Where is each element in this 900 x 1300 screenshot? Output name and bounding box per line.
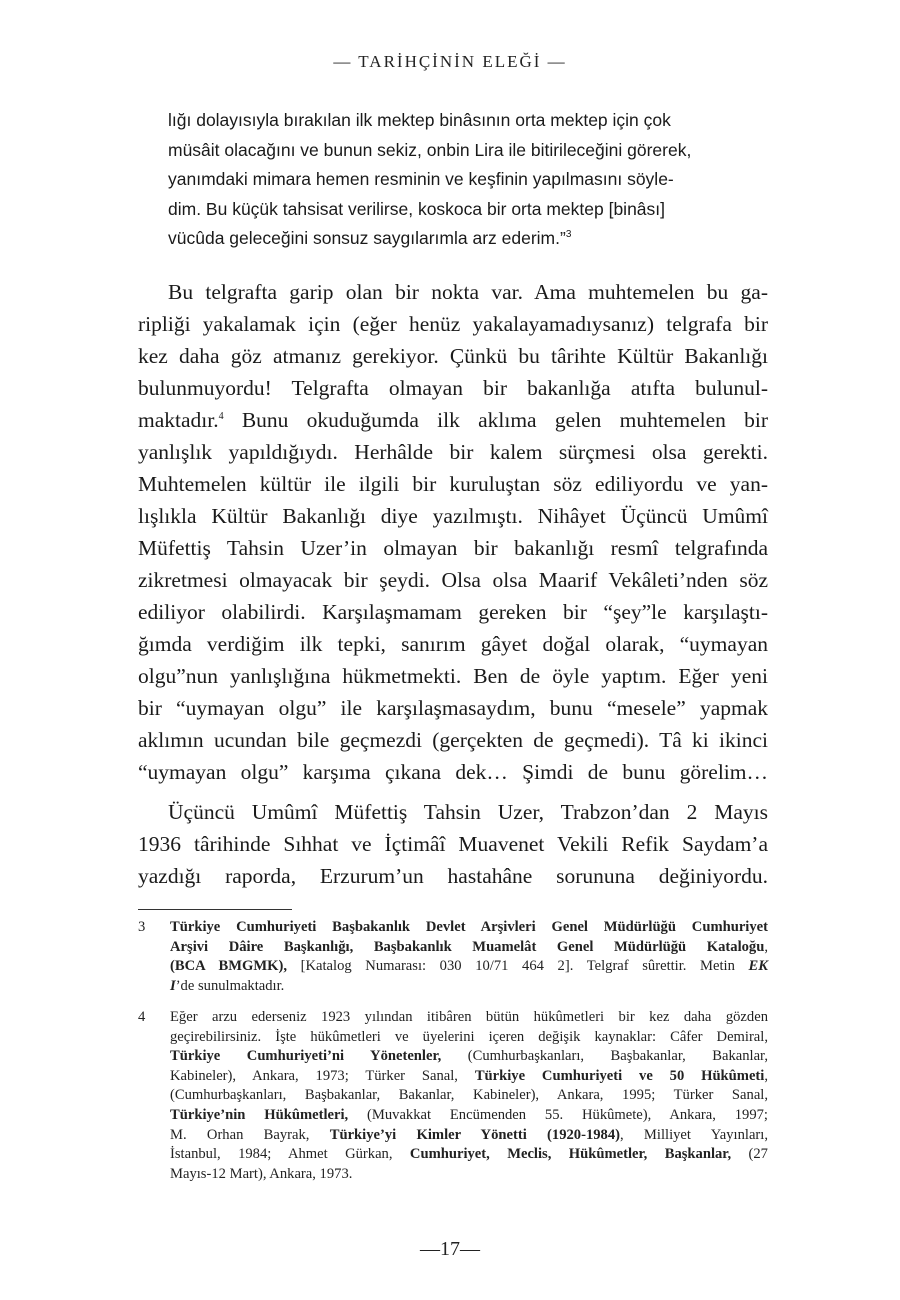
footnote-text-span: , Milliyet Yayınları, — [620, 1126, 768, 1143]
footnote-line: (Cumhurbaşkanları, Başbakanlar, Bakanlar, Kabineler), Ankara, 1995; Türker Sanal, — [170, 1087, 768, 1104]
body-line: Üçüncü Umûmî Müfettiş Tahsin Uzer, Trabzon’dan 2 Mayıs — [168, 800, 768, 824]
footnote-line — [170, 938, 768, 958]
page-number: —17— — [420, 1238, 480, 1260]
quote-line: müsâit olacağını ve bunun sekiz, onbin Lira ile bitirileceğini görerek, — [168, 139, 692, 160]
footnote-text-span: (Cumhurbaşkanları, Başbakanlar, Bakanlar, — [441, 1048, 768, 1065]
footnote-text-span: İstanbul, 1984; Ahmet Gürkan, — [170, 1146, 410, 1163]
footnote-bold: Türkiye Cumhuriyeti Başbakanlık Devlet Arşivleri Genel Müdürlüğü Cumhuriyet — [170, 919, 768, 935]
body-line: olgu”nun yanlışlığına hükmetmekti. Ben de öyle yaptım. Eğer yeni — [138, 664, 768, 688]
body-line: 1936 târihinde Sıhhat ve İçtimâî Muavenet Vekili Refik Saydam’a — [138, 832, 768, 856]
body-line: kez daha göz atmanız gerekiyor. Çünkü bu târihte Kültür Bakanlığı — [138, 344, 768, 368]
body-line: Muhtemelen kültür ile ilgili bir kuruluştan söz ediliyordu ve yan- — [138, 472, 768, 496]
footnote-line — [170, 1106, 768, 1126]
body-line: lışlıkla Kültür Bakanlığı diye yazılmıştı. Nihâyet Üçüncü Umûmî — [138, 504, 768, 528]
footnote-text-span: , — [764, 938, 768, 955]
footnote-text-span: [Katalog Numarası: 030 10/71 464 2]. Telgraf sûrettir. Metin — [286, 958, 749, 975]
footnote-text-span: (27 — [731, 1146, 768, 1163]
footnote-text-span: ’de sunulmaktadır. — [175, 977, 285, 994]
body-line: bulunmuyordu! Telgrafta olmayan bir bakanlığa atıfta bulunul- — [138, 376, 768, 400]
footnote-text-span: M. Orhan Bayrak, — [170, 1126, 330, 1143]
footnote-bold-italic: I — [170, 977, 176, 994]
body-line-with-ref — [138, 404, 768, 436]
footnote-bold: (BCA BMGMK), — [170, 958, 287, 975]
footnote-3 — [138, 918, 768, 996]
footnote-text-span: Kabineler), Ankara, 1973; Türker Sanal, — [170, 1067, 475, 1084]
footnote-line: Eğer arzu ederseniz 1923 yılından itibâren bütün hükûmetleri bir kez daha gözden — [170, 1009, 768, 1025]
quote-line: yanımdaki mimara hemen resminin ve keşfinin yapılmasını söyle- — [168, 169, 674, 189]
footnote-line — [170, 1047, 768, 1067]
footnote-number: 4 — [138, 1009, 146, 1025]
footnote-line — [170, 918, 768, 938]
body-line: zikretmesi olmayacak bir şeydi. Olsa olsa Maarif Vekâleti’nden söz — [138, 568, 768, 592]
body-line: bir “uymayan olgu” ile karşılaşmasaydım, bunu “mesele” yapmak — [138, 696, 768, 720]
paragraph-gap — [138, 788, 768, 796]
body-line: yazdığı raporda, Erzurum’un hastahâne sorununa değiniyordu. — [138, 864, 768, 888]
footnote-text — [170, 1008, 768, 1184]
footnote-bold: Cumhuriyet, Meclis, Hükûmetler, Başkanlar, — [409, 1146, 732, 1163]
body-line-text: Bunu okuduğumda ilk aklıma gelen muhtemelen bir — [241, 408, 768, 432]
footnote-divider — [138, 909, 292, 910]
footnote-text-span: , — [764, 1067, 768, 1084]
footnote-line: Mayıs-12 Mart), Ankara, 1973. — [170, 1165, 353, 1182]
footnote-text — [170, 918, 768, 996]
body-line: aklımın ucundan bile geçmezdi (gerçekten de geçmedi). Tâ ki ikinci — [138, 728, 768, 752]
footnote-bold: Türkiye Cumhuriyeti ve 50 Hükûmeti — [474, 1067, 765, 1084]
quote-line: lığı dolayısıyla bırakılan ilk mektep binâsının orta mektep için çok — [168, 110, 671, 130]
footnote-line — [170, 977, 768, 997]
footnote-line — [170, 1067, 768, 1087]
footnote-4 — [138, 1008, 768, 1184]
footnote-line — [170, 1126, 768, 1146]
body-line: ripliği yakalamak için (eğer henüz yakalayamadıysanız) telgrafa bir — [138, 312, 768, 336]
footnote-bold: Türkiye’yi Kimler Yönetti (1920-1984) — [329, 1126, 620, 1143]
footnote-line — [170, 957, 768, 977]
footnote-ref-4[interactable]: 4 — [218, 410, 224, 422]
body-line: Müfettiş Tahsin Uzer’in olmayan bir bakanlığı resmî telgrafında — [138, 536, 768, 560]
quoted-telegram — [168, 106, 768, 254]
quote-line: dim. Bu küçük tahsisat verilirse, koskoca bir orta mektep [binâsı] — [168, 198, 666, 219]
body-line: Bu telgrafta garip olan bir nokta var. Ama muhtemelen bu ga- — [168, 280, 768, 304]
running-header: — TARİHÇİNİN ELEĞİ — — [333, 52, 567, 71]
footnote-line — [170, 1145, 768, 1165]
footnote-bold: Arşivi Dâire Başkanlığı, Başbakanlık Muamelât Genel Müdürlüğü Kataloğu — [170, 938, 765, 955]
footnote-text-span: (Muvakkat Encümenden 55. Hükûmete), Ankara, 1997; — [348, 1106, 768, 1123]
body-text — [138, 276, 768, 892]
quote-line-text: vücûda geleceğini sonsuz saygılarımla arz ederim.” — [168, 228, 566, 248]
footnote-bold: Türkiye Cumhuriyeti’ni Yönetenler, — [170, 1048, 442, 1065]
quote-line-last — [168, 224, 768, 254]
body-line: ğımda verdiğim ilk tepki, sanırım gâyet doğal olarak, “uymayan — [138, 632, 768, 656]
footnote-bold: Türkiye’nin Hükûmetleri, — [170, 1106, 349, 1123]
footnote-bold-italic: EK — [748, 958, 768, 975]
footnote-ref-3[interactable]: 3 — [565, 229, 572, 241]
body-line: ediliyor olabilirdi. Karşılaşmamam gereken bir “şey”le karşılaştı- — [138, 600, 768, 624]
footnote-line: geçirebilirsiniz. İşte hükûmetleri ve üyelerini içeren değişik kaynaklar: Câfer Demiral, — [170, 1028, 768, 1045]
body-line-text: maktadır. — [138, 408, 219, 432]
body-line: yanlışlık yapıldığıydı. Herhâlde bir kalem sürçmesi olsa gerekti. — [138, 440, 768, 464]
footnote-number: 3 — [138, 919, 146, 935]
body-line: “uymayan olgu” karşıma çıkana dek… Şimdi de bunu görelim… — [138, 760, 768, 784]
